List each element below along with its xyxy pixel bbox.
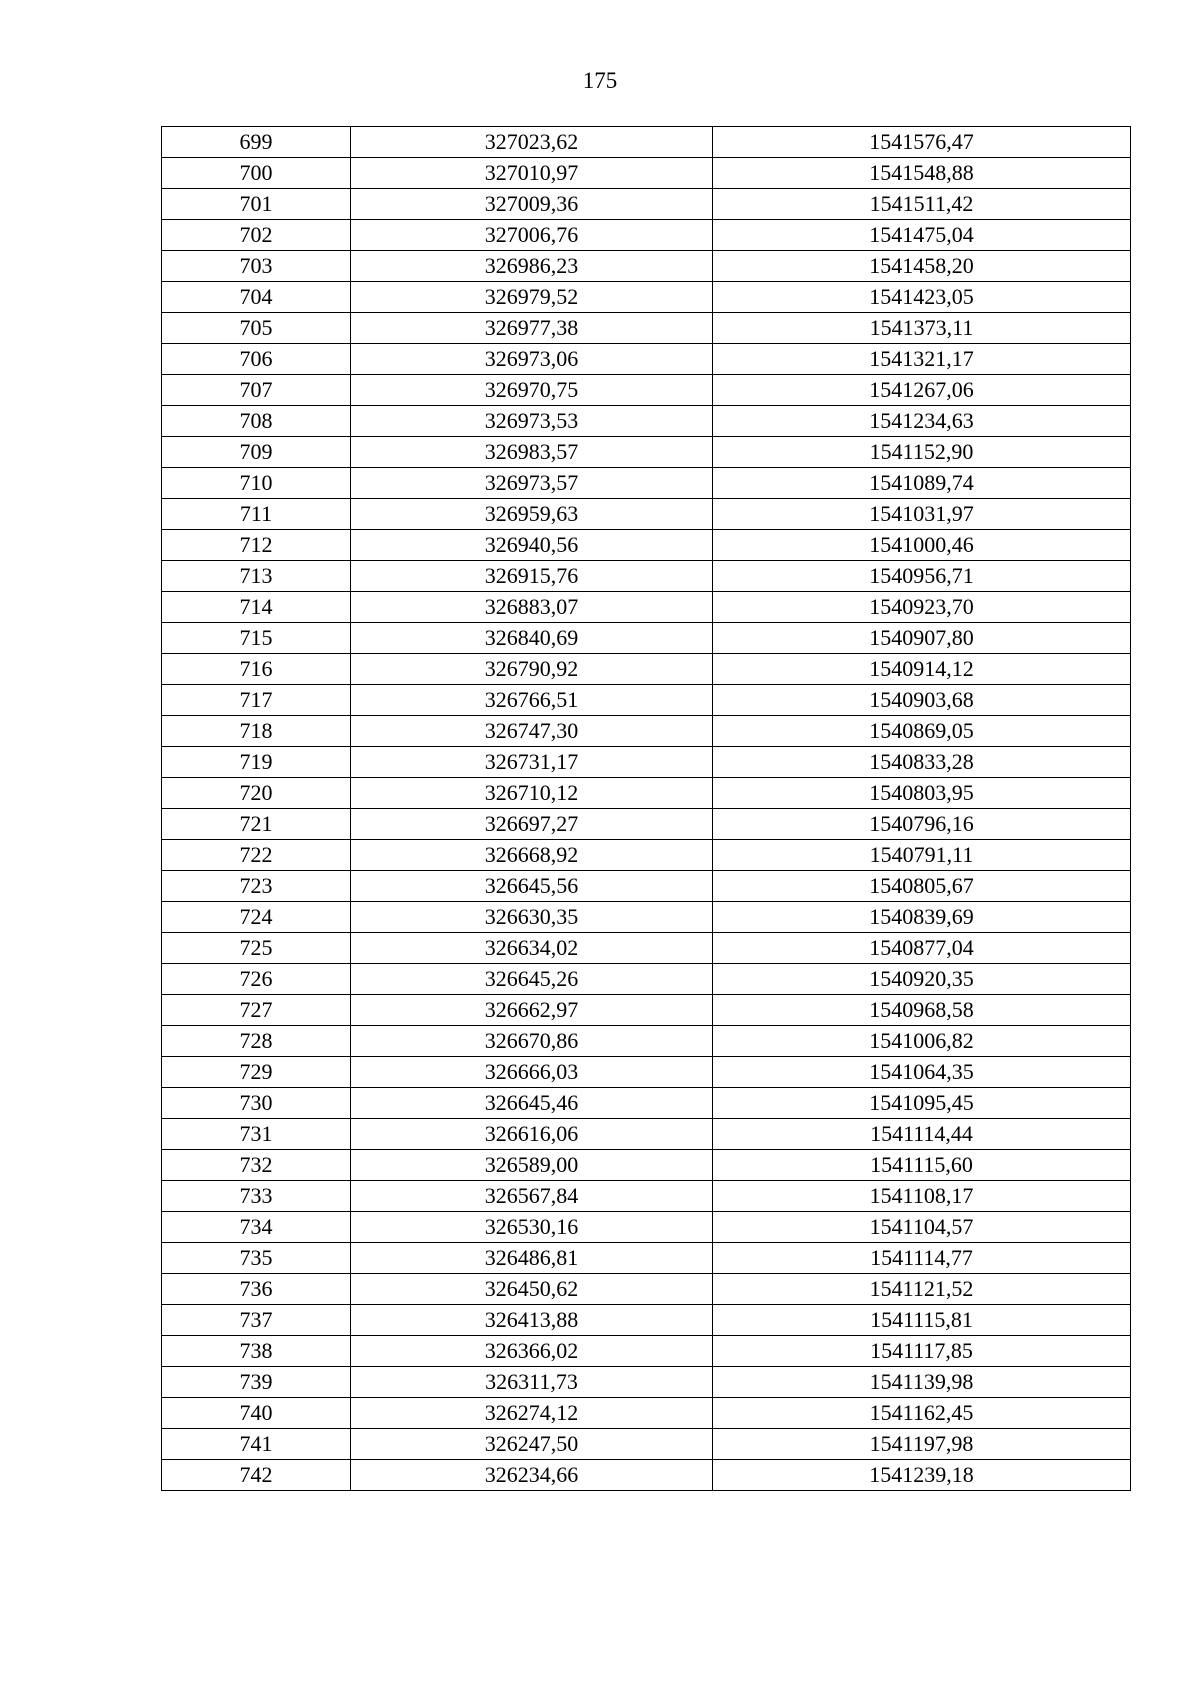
x-coordinate-cell: 326915,76 bbox=[351, 561, 713, 592]
y-coordinate-cell: 1541423,05 bbox=[713, 282, 1131, 313]
y-coordinate-cell: 1541114,77 bbox=[713, 1243, 1131, 1274]
point-number-cell: 734 bbox=[162, 1212, 351, 1243]
table-row bbox=[162, 1212, 1131, 1243]
x-coordinate-cell: 326413,88 bbox=[351, 1305, 713, 1336]
y-coordinate-cell: 1541576,47 bbox=[713, 127, 1131, 158]
point-number-cell: 703 bbox=[162, 251, 351, 282]
coordinates-table bbox=[161, 126, 1131, 1491]
x-coordinate-cell: 326450,62 bbox=[351, 1274, 713, 1305]
point-number-cell: 738 bbox=[162, 1336, 351, 1367]
table-row bbox=[162, 220, 1131, 251]
x-coordinate-cell: 326366,02 bbox=[351, 1336, 713, 1367]
x-coordinate-cell: 326634,02 bbox=[351, 933, 713, 964]
point-number-cell: 723 bbox=[162, 871, 351, 902]
point-number-cell: 737 bbox=[162, 1305, 351, 1336]
x-coordinate-cell: 326662,97 bbox=[351, 995, 713, 1026]
x-coordinate-cell: 326530,16 bbox=[351, 1212, 713, 1243]
point-number-cell: 721 bbox=[162, 809, 351, 840]
point-number-cell: 722 bbox=[162, 840, 351, 871]
y-coordinate-cell: 1541117,85 bbox=[713, 1336, 1131, 1367]
y-coordinate-cell: 1541000,46 bbox=[713, 530, 1131, 561]
point-number-cell: 741 bbox=[162, 1429, 351, 1460]
point-number-cell: 710 bbox=[162, 468, 351, 499]
coordinates-table-body bbox=[162, 127, 1131, 1491]
y-coordinate-cell: 1541239,18 bbox=[713, 1460, 1131, 1491]
y-coordinate-cell: 1540914,12 bbox=[713, 654, 1131, 685]
x-coordinate-cell: 326274,12 bbox=[351, 1398, 713, 1429]
x-coordinate-cell: 326766,51 bbox=[351, 685, 713, 716]
point-number-cell: 742 bbox=[162, 1460, 351, 1491]
table-row bbox=[162, 716, 1131, 747]
table-row bbox=[162, 1119, 1131, 1150]
x-coordinate-cell: 326645,56 bbox=[351, 871, 713, 902]
x-coordinate-cell: 327010,97 bbox=[351, 158, 713, 189]
y-coordinate-cell: 1541197,98 bbox=[713, 1429, 1131, 1460]
x-coordinate-cell: 327009,36 bbox=[351, 189, 713, 220]
table-row bbox=[162, 127, 1131, 158]
x-coordinate-cell: 326973,06 bbox=[351, 344, 713, 375]
table-row bbox=[162, 313, 1131, 344]
x-coordinate-cell: 326883,07 bbox=[351, 592, 713, 623]
point-number-cell: 732 bbox=[162, 1150, 351, 1181]
y-coordinate-cell: 1540923,70 bbox=[713, 592, 1131, 623]
y-coordinate-cell: 1540877,04 bbox=[713, 933, 1131, 964]
x-coordinate-cell: 326790,92 bbox=[351, 654, 713, 685]
table-row bbox=[162, 1305, 1131, 1336]
table-row bbox=[162, 344, 1131, 375]
table-row bbox=[162, 1336, 1131, 1367]
point-number-cell: 740 bbox=[162, 1398, 351, 1429]
y-coordinate-cell: 1541139,98 bbox=[713, 1367, 1131, 1398]
table-row bbox=[162, 282, 1131, 313]
table-row bbox=[162, 933, 1131, 964]
x-coordinate-cell: 326986,23 bbox=[351, 251, 713, 282]
y-coordinate-cell: 1541152,90 bbox=[713, 437, 1131, 468]
point-number-cell: 728 bbox=[162, 1026, 351, 1057]
y-coordinate-cell: 1541458,20 bbox=[713, 251, 1131, 282]
point-number-cell: 707 bbox=[162, 375, 351, 406]
y-coordinate-cell: 1540869,05 bbox=[713, 716, 1131, 747]
x-coordinate-cell: 326645,26 bbox=[351, 964, 713, 995]
table-row bbox=[162, 158, 1131, 189]
y-coordinate-cell: 1541104,57 bbox=[713, 1212, 1131, 1243]
y-coordinate-cell: 1541162,45 bbox=[713, 1398, 1131, 1429]
y-coordinate-cell: 1541475,04 bbox=[713, 220, 1131, 251]
point-number-cell: 716 bbox=[162, 654, 351, 685]
table-row bbox=[162, 1026, 1131, 1057]
y-coordinate-cell: 1540907,80 bbox=[713, 623, 1131, 654]
y-coordinate-cell: 1541064,35 bbox=[713, 1057, 1131, 1088]
table-row bbox=[162, 592, 1131, 623]
x-coordinate-cell: 326234,66 bbox=[351, 1460, 713, 1491]
table-row bbox=[162, 685, 1131, 716]
x-coordinate-cell: 326977,38 bbox=[351, 313, 713, 344]
point-number-cell: 709 bbox=[162, 437, 351, 468]
x-coordinate-cell: 326959,63 bbox=[351, 499, 713, 530]
y-coordinate-cell: 1540903,68 bbox=[713, 685, 1131, 716]
table-row bbox=[162, 995, 1131, 1026]
x-coordinate-cell: 326731,17 bbox=[351, 747, 713, 778]
table-row bbox=[162, 654, 1131, 685]
x-coordinate-cell: 326710,12 bbox=[351, 778, 713, 809]
page-number: 175 bbox=[582, 68, 618, 93]
table-row bbox=[162, 778, 1131, 809]
y-coordinate-cell: 1540791,11 bbox=[713, 840, 1131, 871]
y-coordinate-cell: 1541031,97 bbox=[713, 499, 1131, 530]
x-coordinate-cell: 326747,30 bbox=[351, 716, 713, 747]
table-row bbox=[162, 964, 1131, 995]
y-coordinate-cell: 1541121,52 bbox=[713, 1274, 1131, 1305]
table-row bbox=[162, 871, 1131, 902]
point-number-cell: 711 bbox=[162, 499, 351, 530]
y-coordinate-cell: 1541115,81 bbox=[713, 1305, 1131, 1336]
point-number-cell: 704 bbox=[162, 282, 351, 313]
point-number-cell: 713 bbox=[162, 561, 351, 592]
table-row bbox=[162, 1274, 1131, 1305]
point-number-cell: 717 bbox=[162, 685, 351, 716]
y-coordinate-cell: 1541234,63 bbox=[713, 406, 1131, 437]
point-number-cell: 725 bbox=[162, 933, 351, 964]
y-coordinate-cell: 1540805,67 bbox=[713, 871, 1131, 902]
x-coordinate-cell: 326697,27 bbox=[351, 809, 713, 840]
y-coordinate-cell: 1540920,35 bbox=[713, 964, 1131, 995]
table-row bbox=[162, 1398, 1131, 1429]
y-coordinate-cell: 1541267,06 bbox=[713, 375, 1131, 406]
point-number-cell: 733 bbox=[162, 1181, 351, 1212]
x-coordinate-cell: 326616,06 bbox=[351, 1119, 713, 1150]
x-coordinate-cell: 327023,62 bbox=[351, 127, 713, 158]
table-row bbox=[162, 1367, 1131, 1398]
point-number-cell: 718 bbox=[162, 716, 351, 747]
point-number-cell: 726 bbox=[162, 964, 351, 995]
point-number-cell: 731 bbox=[162, 1119, 351, 1150]
table-row bbox=[162, 623, 1131, 654]
x-coordinate-cell: 326645,46 bbox=[351, 1088, 713, 1119]
point-number-cell: 727 bbox=[162, 995, 351, 1026]
x-coordinate-cell: 326973,53 bbox=[351, 406, 713, 437]
table-row bbox=[162, 1088, 1131, 1119]
point-number-cell: 724 bbox=[162, 902, 351, 933]
y-coordinate-cell: 1541321,17 bbox=[713, 344, 1131, 375]
table-row bbox=[162, 530, 1131, 561]
table-row bbox=[162, 406, 1131, 437]
x-coordinate-cell: 326311,73 bbox=[351, 1367, 713, 1398]
y-coordinate-cell: 1541089,74 bbox=[713, 468, 1131, 499]
x-coordinate-cell: 326983,57 bbox=[351, 437, 713, 468]
table-row bbox=[162, 437, 1131, 468]
table-row bbox=[162, 375, 1131, 406]
table-row bbox=[162, 1243, 1131, 1274]
table-row bbox=[162, 561, 1131, 592]
table-row bbox=[162, 499, 1131, 530]
x-coordinate-cell: 326630,35 bbox=[351, 902, 713, 933]
point-number-cell: 712 bbox=[162, 530, 351, 561]
point-number-cell: 702 bbox=[162, 220, 351, 251]
point-number-cell: 739 bbox=[162, 1367, 351, 1398]
y-coordinate-cell: 1541548,88 bbox=[713, 158, 1131, 189]
y-coordinate-cell: 1541108,17 bbox=[713, 1181, 1131, 1212]
point-number-cell: 701 bbox=[162, 189, 351, 220]
point-number-cell: 700 bbox=[162, 158, 351, 189]
point-number-cell: 720 bbox=[162, 778, 351, 809]
x-coordinate-cell: 326666,03 bbox=[351, 1057, 713, 1088]
table-row bbox=[162, 468, 1131, 499]
point-number-cell: 715 bbox=[162, 623, 351, 654]
table-row bbox=[162, 1150, 1131, 1181]
point-number-cell: 706 bbox=[162, 344, 351, 375]
point-number-cell: 699 bbox=[162, 127, 351, 158]
x-coordinate-cell: 326668,92 bbox=[351, 840, 713, 871]
x-coordinate-cell: 326486,81 bbox=[351, 1243, 713, 1274]
table-row bbox=[162, 251, 1131, 282]
y-coordinate-cell: 1540839,69 bbox=[713, 902, 1131, 933]
point-number-cell: 729 bbox=[162, 1057, 351, 1088]
point-number-cell: 708 bbox=[162, 406, 351, 437]
point-number-cell: 719 bbox=[162, 747, 351, 778]
table-row bbox=[162, 1181, 1131, 1212]
table-row bbox=[162, 809, 1131, 840]
y-coordinate-cell: 1541114,44 bbox=[713, 1119, 1131, 1150]
x-coordinate-cell: 326979,52 bbox=[351, 282, 713, 313]
y-coordinate-cell: 1540833,28 bbox=[713, 747, 1131, 778]
x-coordinate-cell: 327006,76 bbox=[351, 220, 713, 251]
point-number-cell: 714 bbox=[162, 592, 351, 623]
x-coordinate-cell: 326973,57 bbox=[351, 468, 713, 499]
point-number-cell: 735 bbox=[162, 1243, 351, 1274]
y-coordinate-cell: 1541006,82 bbox=[713, 1026, 1131, 1057]
y-coordinate-cell: 1541115,60 bbox=[713, 1150, 1131, 1181]
table-row bbox=[162, 902, 1131, 933]
table-row bbox=[162, 1429, 1131, 1460]
y-coordinate-cell: 1541095,45 bbox=[713, 1088, 1131, 1119]
point-number-cell: 705 bbox=[162, 313, 351, 344]
table-row bbox=[162, 189, 1131, 220]
x-coordinate-cell: 326940,56 bbox=[351, 530, 713, 561]
x-coordinate-cell: 326589,00 bbox=[351, 1150, 713, 1181]
x-coordinate-cell: 326970,75 bbox=[351, 375, 713, 406]
point-number-cell: 736 bbox=[162, 1274, 351, 1305]
y-coordinate-cell: 1540968,58 bbox=[713, 995, 1131, 1026]
point-number-cell: 730 bbox=[162, 1088, 351, 1119]
x-coordinate-cell: 326670,86 bbox=[351, 1026, 713, 1057]
table-row bbox=[162, 1460, 1131, 1491]
y-coordinate-cell: 1541373,11 bbox=[713, 313, 1131, 344]
table-row bbox=[162, 1057, 1131, 1088]
table-row bbox=[162, 747, 1131, 778]
x-coordinate-cell: 326247,50 bbox=[351, 1429, 713, 1460]
x-coordinate-cell: 326567,84 bbox=[351, 1181, 713, 1212]
y-coordinate-cell: 1540956,71 bbox=[713, 561, 1131, 592]
y-coordinate-cell: 1540796,16 bbox=[713, 809, 1131, 840]
y-coordinate-cell: 1540803,95 bbox=[713, 778, 1131, 809]
y-coordinate-cell: 1541511,42 bbox=[713, 189, 1131, 220]
table-row bbox=[162, 840, 1131, 871]
x-coordinate-cell: 326840,69 bbox=[351, 623, 713, 654]
